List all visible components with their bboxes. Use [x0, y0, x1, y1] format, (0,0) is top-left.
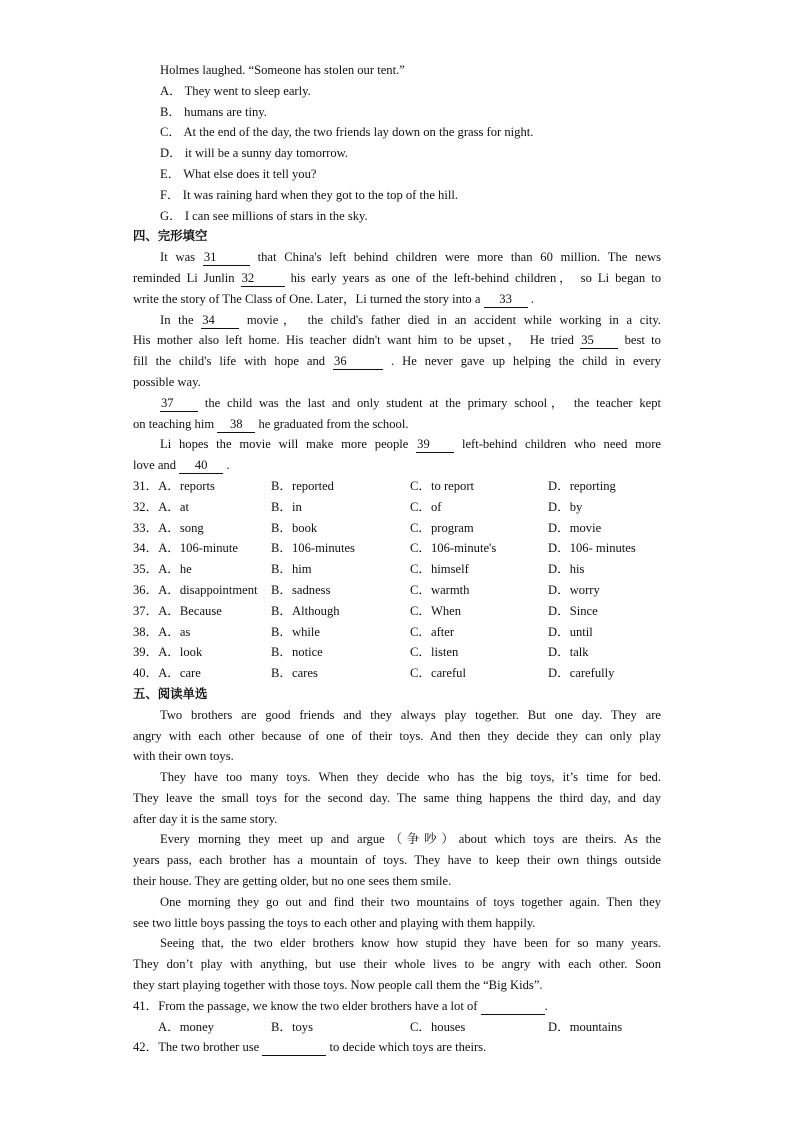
choice: B．him — [271, 562, 312, 577]
choice: B．in — [271, 499, 302, 514]
passage-line: after day it is the same story. — [133, 811, 278, 826]
choice: B．notice — [271, 645, 323, 660]
passage-line: with their own toys. — [133, 749, 234, 764]
text: movie， the child's father died in an accident while working in a city. — [239, 312, 661, 327]
cloze-line — [133, 310, 661, 331]
text: Li hopes the movie will make more people — [160, 437, 417, 452]
choice: 37．A．Because — [133, 603, 222, 618]
choice: B．reported — [271, 478, 334, 493]
passage-line: they start playing together with those toys. Now people call them the “Big Kids”. — [133, 978, 543, 993]
q41-option-b: B．toys — [271, 1019, 313, 1034]
choice: D．worry — [548, 582, 600, 597]
choice-row-39 — [133, 642, 661, 663]
q41-option-d: D．mountains — [548, 1019, 623, 1034]
cloze-line — [133, 351, 661, 372]
text: . — [544, 998, 548, 1013]
text: on teaching him — [133, 416, 218, 431]
text: It was — [160, 250, 203, 265]
passage-line: One morning they go out and find their two mountains of toys together again. Then they — [160, 894, 661, 909]
text: fill the child's life with hope and — [133, 354, 334, 369]
question-42-stem — [133, 1037, 661, 1058]
choice-row-31 — [133, 476, 661, 497]
blank-31: 31 — [203, 250, 250, 266]
text: . He never gave up helping the child in every — [383, 354, 661, 369]
choice-row-34 — [133, 538, 661, 559]
choice: D．reporting — [548, 478, 616, 493]
choice: B．cares — [271, 666, 318, 681]
choice: 36．A．disappointment — [133, 582, 258, 597]
choice-row-36 — [133, 580, 661, 601]
blank-39: 39 — [416, 437, 454, 453]
choice: 38．A．as — [133, 624, 191, 639]
choice-row-38 — [133, 622, 661, 643]
choice: D．106- minutes — [548, 541, 636, 556]
option-f: F． It was raining hard when they got to the top of the hill. — [160, 187, 459, 202]
option-g: G． I can see millions of stars in the sky. — [160, 208, 368, 223]
reading-passage — [133, 705, 661, 996]
choice: 34．A．106-minute — [133, 541, 238, 556]
blank-36: 36 — [333, 354, 383, 370]
passage-paragraph — [133, 892, 661, 934]
cloze-line — [133, 393, 661, 414]
choice: 40．A．care — [133, 666, 201, 681]
answer-blank-41 — [481, 999, 545, 1015]
choice: D．talk — [548, 645, 589, 660]
worksheet-page — [133, 60, 661, 1058]
choice: C．program — [410, 520, 474, 535]
choice: D．carefully — [548, 666, 615, 681]
q41-option-a: A．money — [158, 1019, 214, 1034]
cloze-line — [133, 268, 661, 289]
blank-40: 40 — [179, 458, 223, 474]
cloze-choices — [133, 476, 661, 684]
question-41-stem — [133, 996, 661, 1017]
choice: C．When — [410, 603, 462, 618]
passage-line: They leave the small toys for the second day. The same thing happens the third day, and day — [133, 790, 661, 805]
choice: C．after — [410, 624, 455, 639]
choice: 33．A．song — [133, 520, 204, 535]
reading-tail-intro: Holmes laughed. “Someone has stolen our tent.” — [160, 63, 405, 77]
choice: 31．A．reports — [133, 478, 215, 493]
cloze-paragraph-2 — [133, 310, 661, 393]
q41-option-c: C．houses — [410, 1019, 466, 1034]
choice: C．to report — [410, 478, 475, 493]
option-a: A． They went to sleep early. — [160, 83, 311, 98]
choice: C．himself — [410, 562, 469, 577]
passage-paragraph — [133, 829, 661, 891]
choice: C．of — [410, 499, 442, 514]
choice: D．movie — [548, 520, 602, 535]
option-d: D． it will be a sunny day tomorrow. — [160, 146, 349, 161]
blank-33: 33 — [484, 292, 528, 308]
choice: D．Since — [548, 603, 598, 618]
choice: C．listen — [410, 645, 459, 660]
text: reminded Li Junlin — [133, 270, 241, 285]
text: to decide which toys are theirs. — [326, 1040, 487, 1055]
cloze-paragraph-1 — [133, 247, 661, 309]
reading-tail-options — [133, 81, 661, 227]
section-heading-cloze: 四、完形填空 — [133, 228, 208, 244]
cloze-line: possible way. — [133, 374, 201, 389]
choice: B．106-minutes — [271, 541, 355, 556]
text: 41．From the passage, we know the two elder brothers have a lot of — [133, 998, 481, 1013]
cloze-line — [133, 289, 661, 310]
blank-35: 35 — [580, 333, 618, 349]
passage-line: Seeing that, the two elder brothers know how stupid they have been for so many years. — [160, 936, 661, 951]
option-c: C． At the end of the day, the two friends lay down on the grass for night. — [160, 125, 534, 140]
passage-paragraph — [133, 705, 661, 767]
choice: D．his — [548, 562, 585, 577]
text: His mother also left home. His teacher didn't want him to be upset， He tried — [133, 333, 581, 348]
passage-line: They have too many toys. When they decide who has the big toys, it’s time for bed. — [160, 770, 661, 785]
text: left-behind children who need more — [454, 437, 662, 452]
choice: B．while — [271, 624, 320, 639]
choice: D．by — [548, 499, 583, 514]
answer-blank-42 — [262, 1040, 326, 1056]
cloze-paragraph-3 — [133, 393, 661, 435]
text: . — [527, 291, 534, 306]
choice: C．careful — [410, 666, 466, 681]
choice: C．106-minute's — [410, 541, 497, 556]
text: 42．The two brother use — [133, 1040, 263, 1055]
cloze-line — [133, 434, 661, 455]
choice: C．warmth — [410, 582, 470, 597]
text: he graduated from the school. — [255, 416, 409, 431]
passage-line: Every morning they meet up and argue（争吵）about which toys are theirs. As the — [160, 832, 661, 847]
text: best to — [618, 333, 661, 348]
choice-row-35 — [133, 559, 661, 580]
choice-row-33 — [133, 518, 661, 539]
blank-34: 34 — [201, 313, 239, 329]
blank-32: 32 — [241, 271, 285, 287]
choice: D．until — [548, 624, 593, 639]
passage-line: Two brothers are good friends and they always play together. But one day. They are — [160, 707, 661, 722]
choice: 35．A．he — [133, 562, 192, 577]
passage-line: angry with each other because of one of their toys. And then they decide they can only play — [133, 728, 661, 743]
text: love and — [133, 458, 180, 473]
passage-line: their house. They are getting older, but no one sees them smile. — [133, 874, 452, 889]
text: his early years as one of the left-behind children， so Li began to — [284, 270, 661, 285]
choice: B．book — [271, 520, 318, 535]
choice: B．Although — [271, 603, 340, 618]
passage-paragraph — [133, 767, 661, 829]
question-41-options — [133, 1017, 661, 1038]
passage-paragraph — [133, 933, 661, 995]
choice-row-32 — [133, 497, 661, 518]
passage-line: years pass, each brother has a mountain of toys. They have to keep their own things outside — [133, 853, 661, 868]
blank-37: 37 — [160, 396, 198, 412]
cloze-line — [133, 330, 661, 351]
choice: B．sadness — [271, 582, 331, 597]
passage-line: They don’t play with anything, but use their whole lives to be angry with each other. Soon — [133, 957, 661, 972]
choice: 39．A．look — [133, 645, 203, 660]
choice-row-37 — [133, 601, 661, 622]
cloze-paragraph-4 — [133, 434, 661, 476]
section-heading-reading: 五、阅读单选 — [133, 685, 208, 701]
text: the child was the last and only student at the primary school， the teacher kept — [198, 395, 661, 410]
choice: 32．A．at — [133, 499, 189, 514]
cloze-line — [133, 414, 661, 435]
text: write the story of The Class of One. Later，Li turned the story into a — [133, 291, 484, 306]
text: In the — [160, 312, 202, 327]
cloze-line — [133, 455, 661, 476]
choice-row-40 — [133, 663, 661, 684]
blank-38: 38 — [217, 417, 255, 433]
cloze-line — [133, 247, 661, 268]
passage-line: see two little boys passing the toys to each other and playing with them happily. — [133, 915, 536, 930]
text: that China's left behind children were more than 60 million. The news — [249, 250, 661, 265]
option-e: E． What else does it tell you? — [160, 166, 317, 181]
option-b: B． humans are tiny. — [160, 104, 267, 119]
text: . — [223, 458, 230, 473]
